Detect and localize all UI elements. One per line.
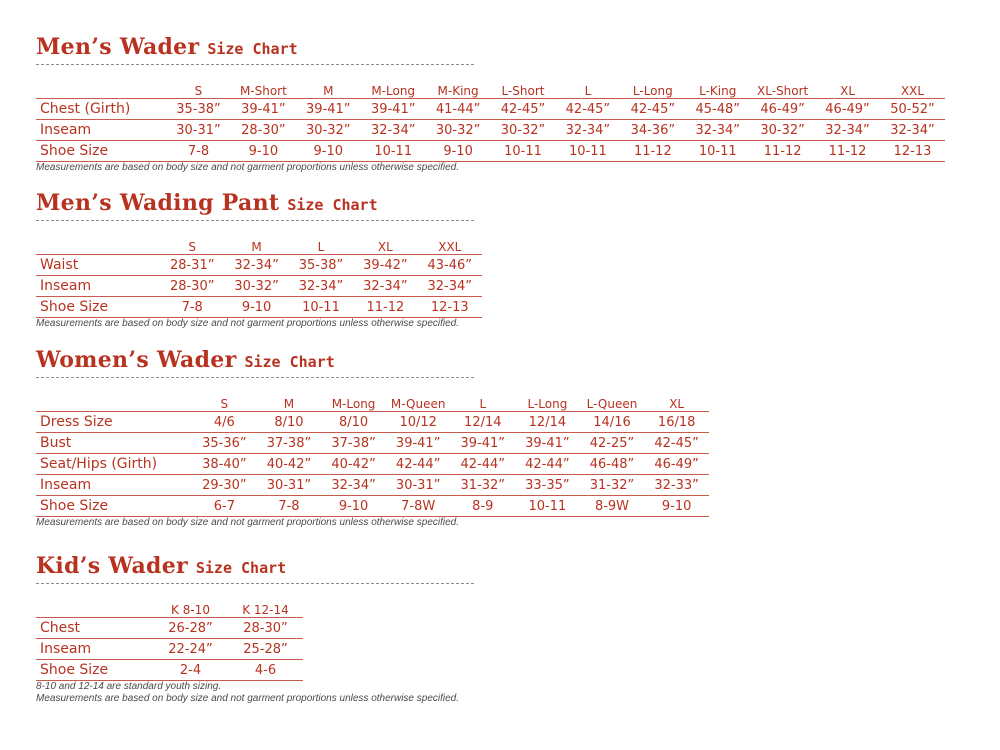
women-wader-table-cell: 39-41” — [450, 433, 515, 454]
men-pant-table-cell: 32-34” — [289, 276, 353, 297]
women-wader-table-row — [36, 433, 709, 454]
kid-wader-table-row — [36, 618, 303, 639]
women-wader-title-main: Women’s Wader — [36, 347, 237, 373]
women-wader-table-cell: 10/12 — [386, 412, 451, 433]
women-wader-column-header: M — [283, 397, 295, 411]
men-pant-section — [36, 190, 482, 330]
women-wader-section — [36, 347, 709, 529]
men-wader-table-row — [36, 99, 945, 120]
men-wader-table-cell: 9-10 — [231, 141, 296, 162]
women-wader-table-cell: 40-42” — [257, 454, 322, 475]
kid-wader-section — [36, 553, 474, 705]
men-wader-column-header: M — [323, 84, 334, 98]
women-wader-table-cell: 8/10 — [321, 412, 386, 433]
men-wader-table-row — [36, 120, 945, 141]
men-wader-table-cell: 46-49” — [815, 99, 880, 120]
men-wader-section — [36, 34, 945, 174]
men-pant-table-cell: 43-46” — [418, 255, 482, 276]
women-wader-table-cell: 9-10 — [644, 496, 709, 517]
men-pant-table-row — [36, 297, 482, 318]
men-wader-table-cell: 11-12 — [620, 141, 685, 162]
women-wader-table-cell: 40-42” — [321, 454, 386, 475]
women-wader-table-cell: 8/10 — [257, 412, 322, 433]
kid-wader-row-label: Shoe Size — [36, 660, 153, 681]
men-pant-table-cell: 28-30” — [160, 276, 224, 297]
women-wader-table-cell: 42-45” — [644, 433, 709, 454]
women-wader-table-cell: 31-32” — [580, 475, 645, 496]
women-wader-column-header: L-Long — [527, 397, 568, 411]
kid-wader-footnote: 8-10 and 12-14 are standard youth sizing. — [36, 681, 222, 692]
men-pant-table-cell: 39-42” — [353, 255, 417, 276]
men-wader-column-header: XL — [840, 84, 855, 98]
women-wader-table-cell: 31-32” — [450, 475, 515, 496]
women-wader-table-cell: 10-11 — [515, 496, 580, 517]
women-wader-column-header: M-Queen — [390, 397, 446, 411]
men-pant-notes — [36, 318, 482, 330]
women-wader-table-cell: 46-48” — [580, 454, 645, 475]
men-pant-title-main: Men’s Wading Pant — [36, 190, 280, 216]
men-wader-table-cell: 45-48” — [685, 99, 750, 120]
women-wader-table-row — [36, 412, 709, 433]
men-wader-column-header: M-Long — [371, 84, 416, 98]
kid-wader-row-label: Inseam — [36, 639, 153, 660]
women-wader-table-cell: 14/16 — [580, 412, 645, 433]
kid-wader-notes — [36, 681, 474, 705]
women-wader-column-header: XL — [669, 397, 685, 411]
men-pant-table-row — [36, 255, 482, 276]
women-wader-table-cell: 30-31” — [386, 475, 451, 496]
women-wader-table-cell: 33-35” — [515, 475, 580, 496]
women-wader-header-row — [36, 391, 709, 412]
kid-wader-table-cell: 2-4 — [153, 660, 228, 681]
women-wader-table-row — [36, 454, 709, 475]
women-wader-title — [36, 347, 709, 375]
men-wader-table-cell: 39-41” — [361, 99, 426, 120]
kid-wader-table-row — [36, 660, 303, 681]
women-wader-table-cell: 12/14 — [450, 412, 515, 433]
men-pant-row-label: Waist — [36, 255, 160, 276]
men-wader-table-cell: 46-49” — [750, 99, 815, 120]
men-wader-table-cell: 11-12 — [750, 141, 815, 162]
men-wader-table-cell: 35-38” — [166, 99, 231, 120]
men-wader-table-cell: 32-34” — [685, 120, 750, 141]
men-pant-column-header: S — [188, 240, 196, 254]
women-wader-table-cell: 32-33” — [644, 475, 709, 496]
women-wader-table-cell: 7-8W — [386, 496, 451, 517]
women-wader-table-row — [36, 496, 709, 517]
men-wader-table-cell: 30-32” — [750, 120, 815, 141]
men-wader-table-cell: 10-11 — [491, 141, 556, 162]
women-wader-table-cell: 8-9 — [450, 496, 515, 517]
kid-wader-row-label: Chest — [36, 618, 153, 639]
men-pant-table-cell: 32-34” — [224, 255, 288, 276]
women-wader-table-cell: 29-30” — [192, 475, 257, 496]
men-wader-column-header: L-Long — [632, 84, 673, 98]
men-wader-table-cell: 41-44” — [426, 99, 491, 120]
kid-wader-table-cell: 26-28” — [153, 618, 228, 639]
men-wader-column-header: L — [584, 84, 592, 98]
kid-wader-title — [36, 553, 474, 581]
men-pant-table-cell: 11-12 — [353, 297, 417, 318]
women-wader-table-cell: 42-44” — [450, 454, 515, 475]
men-wader-table-cell: 30-31” — [166, 120, 231, 141]
women-wader-row-label: Dress Size — [36, 412, 192, 433]
men-wader-table-cell: 28-30” — [231, 120, 296, 141]
women-wader-footnote: Measurements are based on body size and not garment proportions unless otherwise specified. — [36, 517, 460, 528]
men-pant-table — [36, 234, 482, 318]
men-wader-table-cell: 30-32” — [296, 120, 361, 141]
women-wader-row-label: Bust — [36, 433, 192, 454]
kid-wader-title-main: Kid’s Wader — [36, 553, 188, 579]
men-wader-header-corner — [36, 78, 166, 99]
men-pant-table-row — [36, 276, 482, 297]
men-wader-table-cell: 12-13 — [880, 141, 945, 162]
men-pant-table-cell: 35-38” — [289, 255, 353, 276]
men-pant-table-cell: 30-32” — [224, 276, 288, 297]
men-pant-row-label: Shoe Size — [36, 297, 160, 318]
women-wader-table-cell: 8-9W — [580, 496, 645, 517]
men-wader-table-cell: 9-10 — [296, 141, 361, 162]
women-wader-table-cell: 46-49” — [644, 454, 709, 475]
women-wader-row-label: Shoe Size — [36, 496, 192, 517]
kid-wader-table — [36, 597, 303, 681]
men-pant-title-sub: Size Chart — [287, 196, 378, 214]
men-wader-table-cell: 34-36” — [620, 120, 685, 141]
women-wader-table-cell: 39-41” — [515, 433, 580, 454]
men-wader-column-header: S — [194, 84, 203, 98]
men-wader-table-cell: 32-34” — [815, 120, 880, 141]
men-wader-table-cell: 42-45” — [555, 99, 620, 120]
women-wader-table-cell: 42-44” — [515, 454, 580, 475]
men-wader-table-cell: 7-8 — [166, 141, 231, 162]
men-pant-title — [36, 190, 482, 218]
women-wader-column-header: L-Queen — [586, 397, 638, 411]
women-wader-table-cell: 6-7 — [192, 496, 257, 517]
kid-wader-footnote: Measurements are based on body size and not garment proportions unless otherwise specified. — [36, 693, 460, 704]
men-wader-title-rule — [36, 64, 474, 65]
men-pant-header-corner — [36, 234, 160, 255]
women-wader-header-corner — [36, 391, 192, 412]
men-wader-table-row — [36, 141, 945, 162]
women-wader-table-cell: 38-40” — [192, 454, 257, 475]
men-pant-row-label: Inseam — [36, 276, 160, 297]
men-pant-table-cell: 9-10 — [224, 297, 288, 318]
men-pant-table-cell: 12-13 — [418, 297, 482, 318]
men-wader-column-header: XL-Short — [757, 84, 809, 98]
men-wader-table-cell: 50-52” — [880, 99, 945, 120]
men-wader-table-cell: 30-32” — [491, 120, 556, 141]
men-wader-row-label: Chest (Girth) — [36, 99, 166, 120]
women-wader-table-cell: 4/6 — [192, 412, 257, 433]
kid-wader-table-cell: 25-28” — [228, 639, 303, 660]
kid-wader-table-cell: 28-30” — [228, 618, 303, 639]
men-wader-table-cell: 32-34” — [555, 120, 620, 141]
men-pant-table-cell: 7-8 — [160, 297, 224, 318]
women-wader-table-cell: 7-8 — [257, 496, 322, 517]
women-wader-table-cell: 42-25” — [580, 433, 645, 454]
men-wader-table-cell: 9-10 — [426, 141, 491, 162]
women-wader-table-cell: 12/14 — [515, 412, 580, 433]
women-wader-table-cell: 39-41” — [386, 433, 451, 454]
women-wader-column-header: L — [479, 397, 487, 411]
men-wader-table-cell: 42-45” — [620, 99, 685, 120]
men-wader-title-main: Men’s Wader — [36, 34, 200, 60]
men-wader-header-row — [36, 78, 945, 99]
women-wader-table-cell: 9-10 — [321, 496, 386, 517]
men-wader-title-sub: Size Chart — [207, 40, 298, 58]
women-wader-row-label: Inseam — [36, 475, 192, 496]
kid-wader-table-row — [36, 639, 303, 660]
women-wader-table-cell: 42-44” — [386, 454, 451, 475]
women-wader-column-header: M-Long — [331, 397, 376, 411]
women-wader-table-cell: 37-38” — [257, 433, 322, 454]
men-pant-table-cell: 28-31” — [160, 255, 224, 276]
men-pant-table-cell: 10-11 — [289, 297, 353, 318]
men-wader-column-header: L-King — [699, 84, 737, 98]
men-wader-title — [36, 34, 945, 62]
women-wader-table-cell: 32-34” — [321, 475, 386, 496]
men-pant-column-header: L — [317, 240, 325, 254]
women-wader-table-cell: 16/18 — [644, 412, 709, 433]
men-wader-table-cell: 11-12 — [815, 141, 880, 162]
women-wader-table-cell: 37-38” — [321, 433, 386, 454]
men-pant-footnote: Measurements are based on body size and not garment proportions unless otherwise specified. — [36, 318, 460, 329]
women-wader-column-header: S — [220, 397, 229, 411]
women-wader-title-sub: Size Chart — [244, 353, 335, 371]
men-wader-table-cell: 10-11 — [685, 141, 750, 162]
men-wader-column-header: XXL — [900, 84, 925, 98]
men-wader-table-cell: 30-32” — [426, 120, 491, 141]
men-pant-column-header: M — [251, 240, 262, 254]
men-wader-column-header: L-Short — [501, 84, 545, 98]
kid-wader-title-sub: Size Chart — [195, 559, 287, 577]
men-wader-table-cell: 39-41” — [296, 99, 361, 120]
men-wader-table-cell: 32-34” — [361, 120, 426, 141]
men-wader-notes — [36, 162, 945, 174]
women-wader-notes — [36, 517, 709, 529]
men-pant-header-row — [36, 234, 482, 255]
men-wader-table — [36, 78, 945, 162]
men-wader-table-cell: 32-34” — [880, 120, 945, 141]
men-pant-column-header: XXL — [438, 240, 462, 254]
kid-wader-column-header: K 12-14 — [242, 603, 289, 617]
men-wader-column-header: M-Short — [239, 84, 287, 98]
men-wader-footnote: Measurements are based on body size and not garment proportions unless otherwise specified. — [36, 162, 460, 173]
women-wader-title-rule — [36, 377, 474, 378]
women-wader-table-cell: 30-31” — [257, 475, 322, 496]
men-pant-column-header: XL — [377, 240, 393, 254]
men-wader-table-cell: 42-45” — [491, 99, 556, 120]
men-wader-row-label: Shoe Size — [36, 141, 166, 162]
kid-wader-table-cell: 22-24” — [153, 639, 228, 660]
kid-wader-column-header: K 8-10 — [171, 603, 210, 617]
kid-wader-header-corner — [36, 597, 153, 618]
women-wader-row-label: Seat/Hips (Girth) — [36, 454, 192, 475]
men-wader-row-label: Inseam — [36, 120, 166, 141]
women-wader-table-cell: 35-36” — [192, 433, 257, 454]
men-wader-table-cell: 10-11 — [555, 141, 620, 162]
kid-wader-table-cell: 4-6 — [228, 660, 303, 681]
kid-wader-header-row — [36, 597, 303, 618]
men-pant-title-rule — [36, 220, 474, 221]
men-pant-table-cell: 32-34” — [353, 276, 417, 297]
men-wader-table-cell: 39-41” — [231, 99, 296, 120]
kid-wader-title-rule — [36, 583, 474, 584]
women-wader-table — [36, 391, 709, 517]
men-wader-column-header: M-King — [437, 84, 479, 98]
men-wader-table-cell: 10-11 — [361, 141, 426, 162]
women-wader-table-row — [36, 475, 709, 496]
men-pant-table-cell: 32-34” — [418, 276, 482, 297]
